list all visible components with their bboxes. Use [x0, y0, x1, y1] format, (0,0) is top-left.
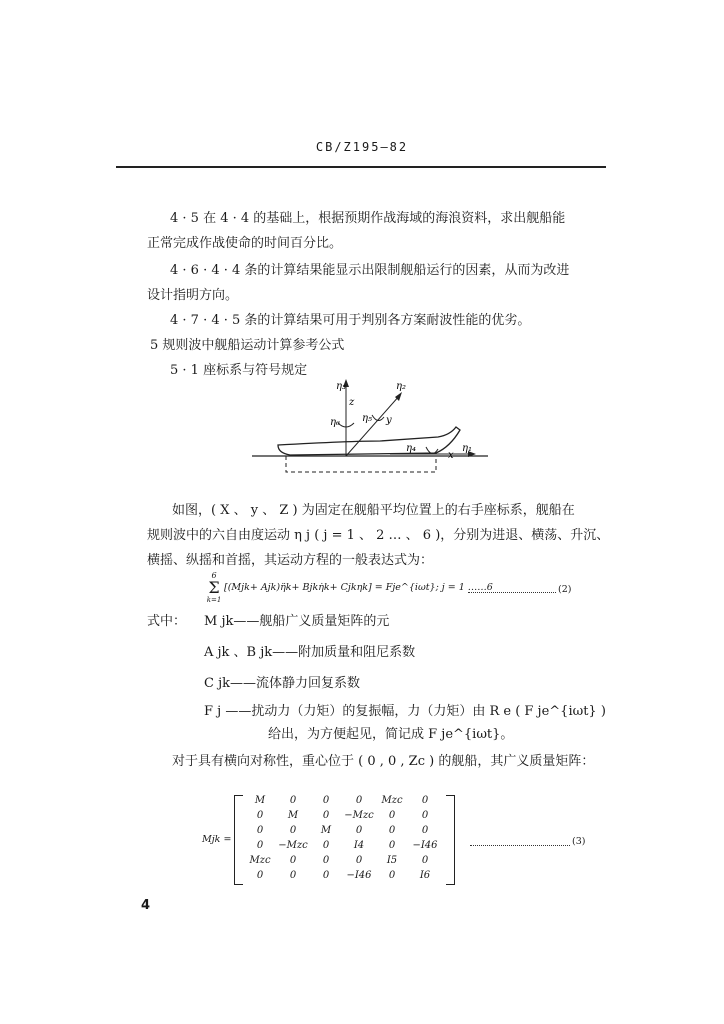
matrix-cell: 0: [289, 795, 297, 806]
header-rule: [116, 166, 606, 168]
matrix-cell: 0: [289, 855, 297, 866]
clause-4-7: 4 · 7 · 4 · 5 条的计算结果可用于判别各方案耐波性能的优劣。: [170, 313, 531, 328]
matrix-cell: 0: [355, 795, 363, 806]
matrix-cell: 0: [388, 870, 396, 881]
hull-outline: [278, 427, 460, 455]
matrix-cell: Mzc: [381, 795, 403, 806]
sum-symbol: Σ: [208, 578, 220, 597]
label-z: z: [349, 397, 355, 408]
matrix-cell: 0: [421, 810, 429, 821]
matrix-cell: 0: [322, 810, 330, 821]
label-eta6: η₆: [330, 417, 340, 428]
matrix-cell: 0: [355, 855, 363, 866]
matrix-cell: 0: [322, 840, 330, 851]
definition-cjk: C jk——流体静力回复系数: [204, 676, 360, 691]
matrix-cell: 0: [388, 825, 396, 836]
label-eta5: η₅: [362, 413, 372, 424]
matrix-cell: 0: [322, 870, 330, 881]
equation-2-expression: [(Mjk+ Ajk)η̈k+ Bjkη̇k+ Cjkηk] = Fje^{iωt}; j = 1 ……6: [224, 582, 493, 593]
matrix-cell: 0: [256, 870, 264, 881]
matrix-cell: 0: [256, 825, 264, 836]
page-number: 4: [141, 898, 151, 913]
matrix-cell: 0: [322, 795, 330, 806]
body-para-3: 横摇、纵摇和首摇，其运动方程的一般表达式为：: [147, 553, 434, 568]
matrix-cell: 0: [289, 870, 297, 881]
equation-3-number: (3): [572, 836, 586, 847]
body-para-1: 如图，( X 、 y 、 Z ) 为固定在舰船平均位置上的右手座标系，舰船在: [172, 503, 575, 518]
matrix-grid: [244, 795, 444, 885]
matrix-cell: −Mzc: [344, 810, 374, 821]
matrix-cell: M: [287, 810, 299, 821]
matrix-cell: −I46: [346, 870, 372, 881]
clause-4-5-cont: 正常完成作战使命的时间百分比。: [147, 236, 343, 251]
label-x: x: [448, 450, 454, 461]
clause-4-6-cont: 设计指明方向。: [147, 288, 239, 303]
section-5-heading: 5 规则波中舰船运动计算参考公式: [150, 338, 345, 353]
equation-2-leader: [468, 592, 556, 593]
matrix-cell: M: [320, 825, 332, 836]
clause-4-6: 4 · 6 · 4 · 4 条的计算结果能显示出限制舰船运行的因素，从而为改进: [170, 263, 570, 278]
matrix-cell: I5: [386, 855, 398, 866]
label-eta4: η₄: [406, 443, 416, 454]
matrix-cell: 0: [289, 825, 297, 836]
sum-lower-limit: k=1: [206, 596, 222, 604]
symmetry-text: 对于具有横向对称性，重心位于 ( 0 , 0 , Zc ) 的舰船，其广义质量矩阵：: [172, 754, 595, 769]
equation-2-number: (2): [558, 584, 572, 595]
matrix-cell: 0: [355, 825, 363, 836]
underwater-hull: [286, 456, 436, 472]
matrix-cell: 0: [256, 810, 264, 821]
matrix-cell: M: [254, 795, 266, 806]
coordinate-system-figure: [250, 375, 490, 485]
definition-fj: F j ——扰动力（力矩）的复振幅，力（力矩）由 R e ( F je^{iωt} ): [204, 704, 606, 719]
definition-ajk-bjk: A jk 、B jk——附加质量和阻尼系数: [204, 645, 416, 660]
matrix-cell: 0: [421, 855, 429, 866]
body-para-2: 规则波中的六自由度运动 η j ( j = 1 、 2 … 、 6 )，分别为进退、横荡、升沉、: [147, 528, 610, 543]
matrix-cell: 0: [421, 795, 429, 806]
matrix-cell: −I46: [412, 840, 438, 851]
matrix-cell: I6: [419, 870, 431, 881]
definition-fj-cont: 给出，为方便起见，简记成 F je^{iωt}。: [268, 727, 514, 742]
section-5-1-heading: 5 · 1 座标系与符号规定: [170, 363, 308, 378]
sum-upper-limit: 6: [211, 571, 217, 580]
where-label: 式中：: [147, 614, 187, 629]
matrix-cell: −Mzc: [278, 840, 308, 851]
matrix-label: Mjk =: [202, 834, 232, 845]
label-eta1: η₁: [462, 443, 472, 454]
clause-4-5: 4 · 5 在 4 · 4 的基础上，根据预期作战海域的海浪资料，求出舰船能: [170, 211, 566, 226]
equation-3-leader: [470, 845, 570, 846]
matrix-cell: 0: [388, 840, 396, 851]
matrix-cell: 0: [322, 855, 330, 866]
label-eta3: η₃: [336, 381, 346, 392]
matrix-cell: 0: [421, 825, 429, 836]
matrix-right-bracket: [446, 795, 455, 885]
label-y: y: [386, 415, 392, 426]
document-header: CB/Z195—82: [315, 140, 409, 154]
matrix-cell: Mzc: [249, 855, 271, 866]
equation-2-summation: [206, 572, 222, 604]
definition-mjk: M jk——舰船广义质量矩阵的元: [204, 614, 390, 629]
matrix-cell: 0: [256, 840, 264, 851]
label-eta2: η₂: [396, 381, 406, 392]
matrix-cell: 0: [388, 810, 396, 821]
matrix-cell: I4: [353, 840, 365, 851]
